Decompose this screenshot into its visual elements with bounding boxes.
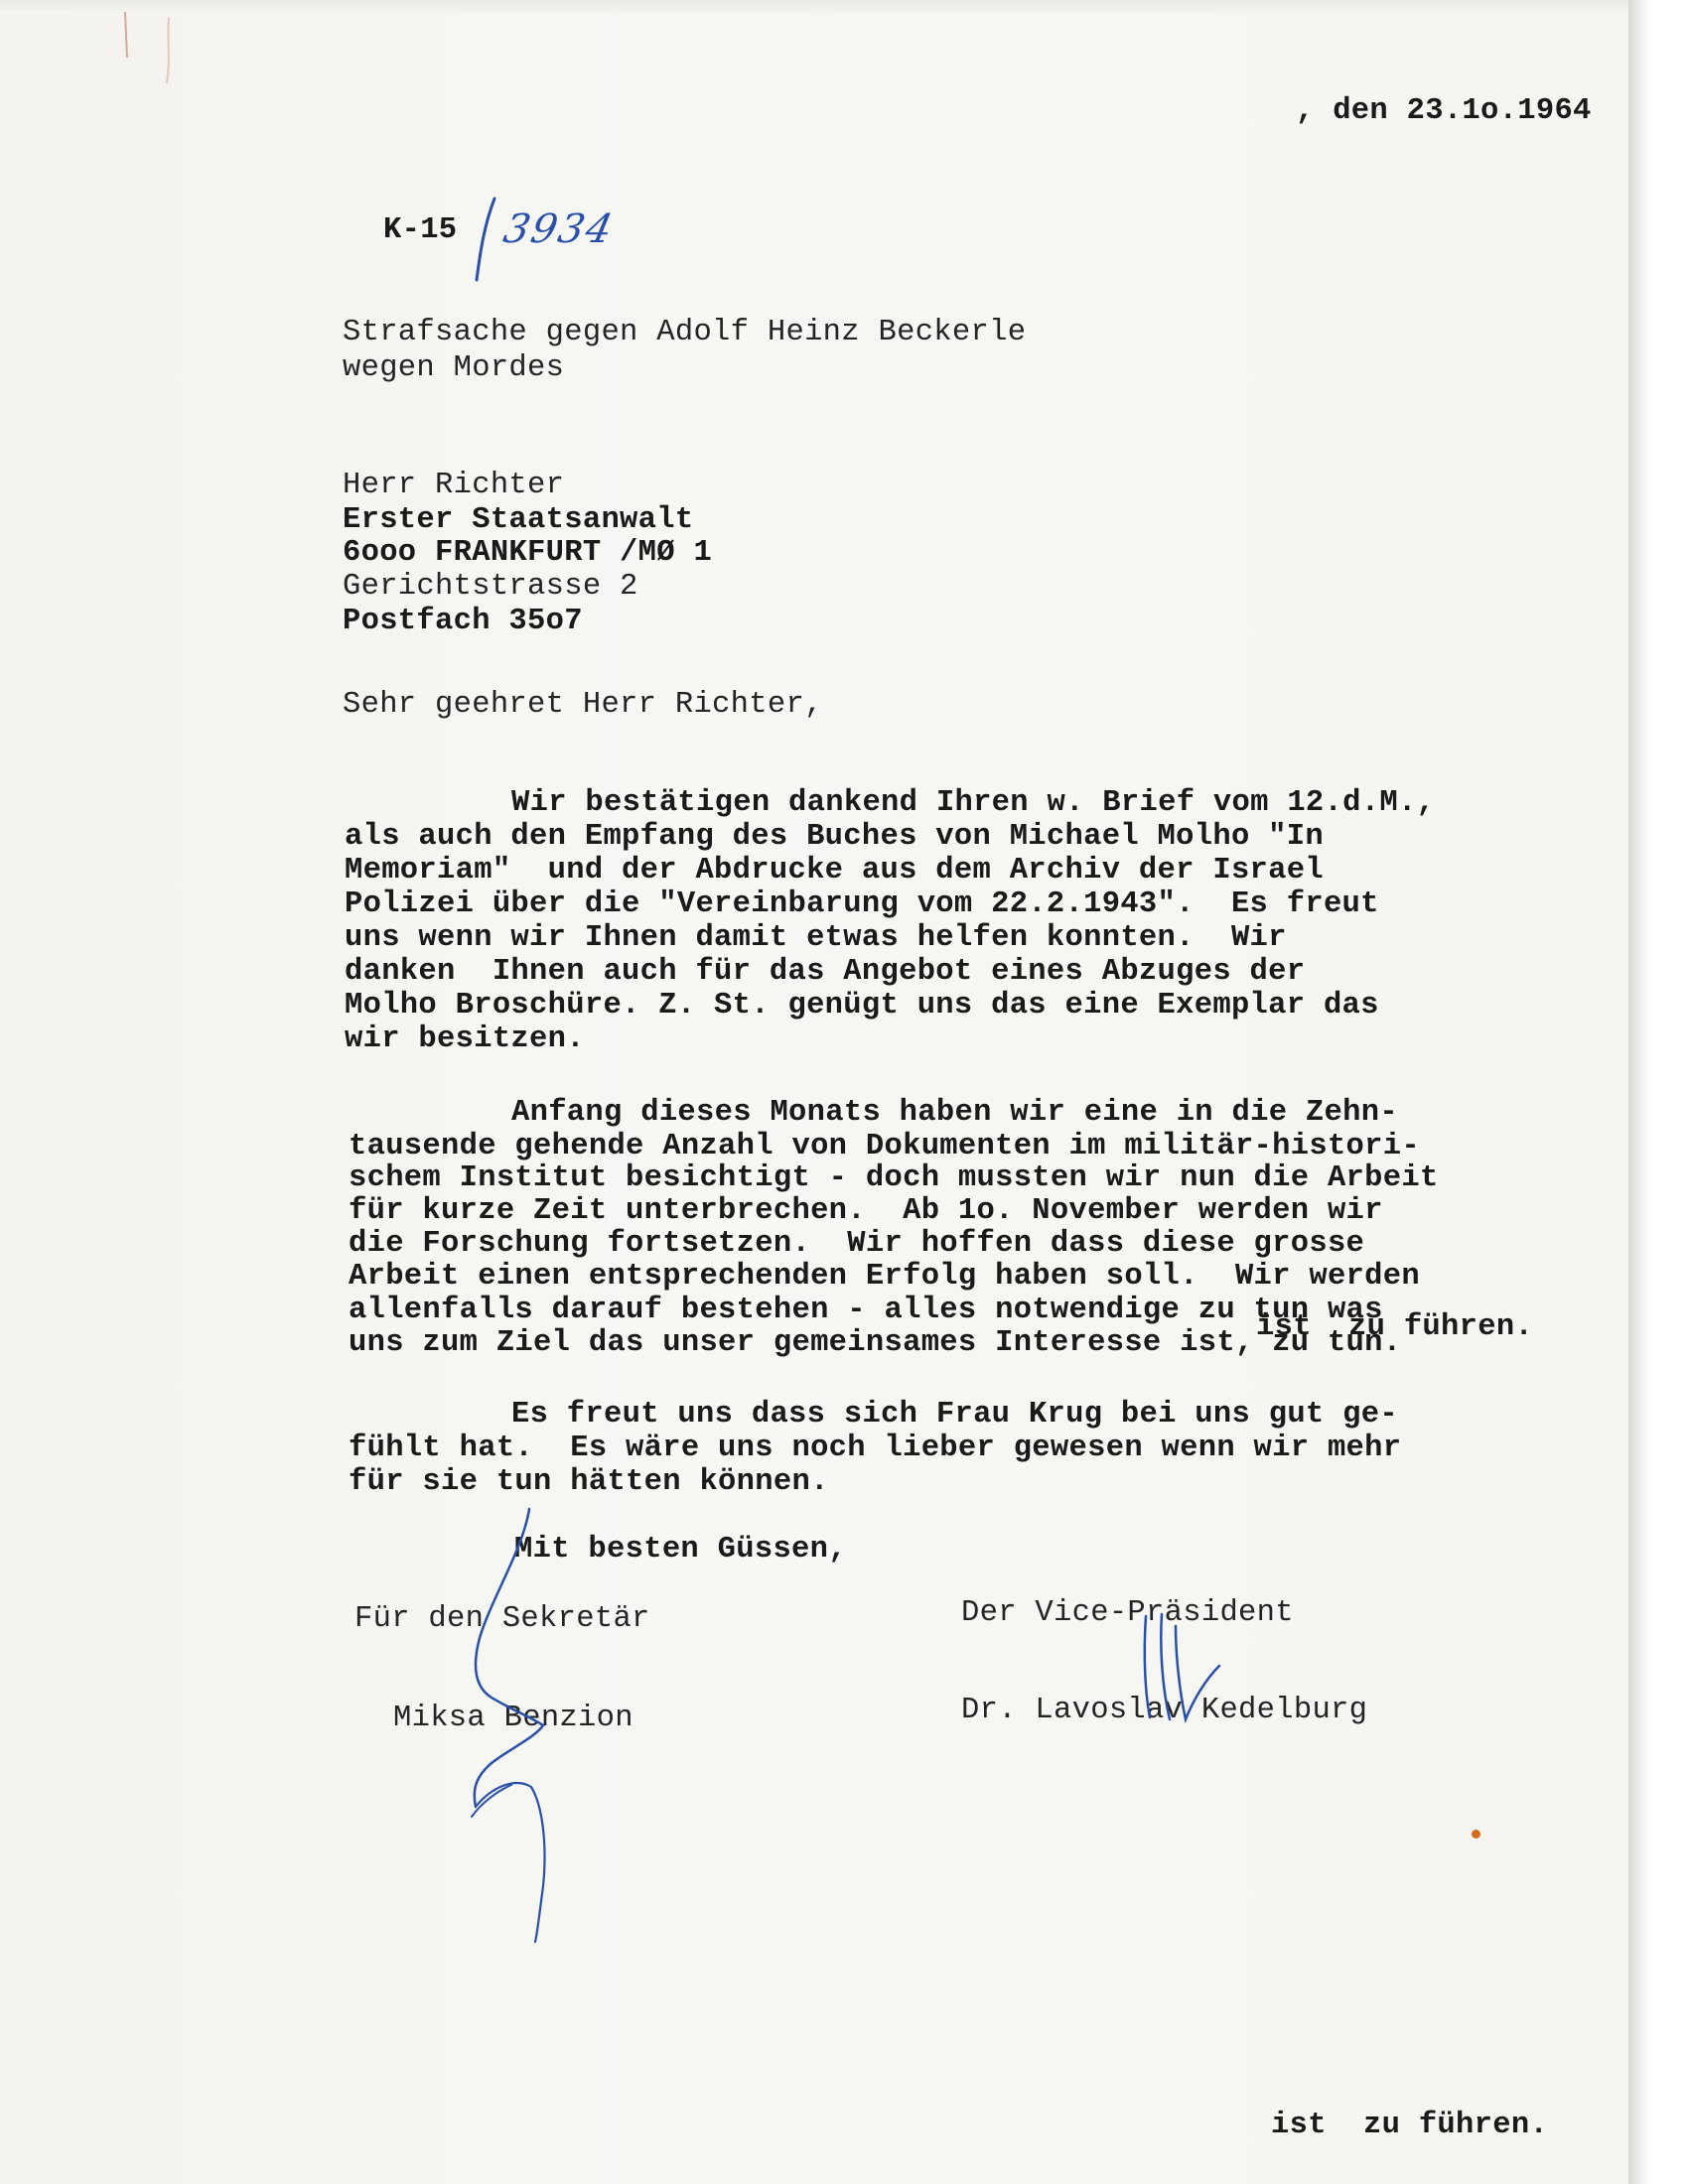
signature-right-icon [1132,1596,1231,1735]
reference-prefix: K-15 [383,213,458,247]
paragraph-line: Anfang dieses Monats haben wir eine in die Zehn- [511,1096,1398,1130]
address-line-1: Herr Richter [343,469,565,502]
paragraph-line: Memoriam" und der Abdrucke aus dem Archiv der Israel [345,854,1324,887]
address-line-5: Postfach 35o7 [343,605,583,638]
salutation: Sehr geehret Herr Richter, [343,688,823,722]
paragraph-line: als auch den Empfang des Buches von Michael Molho "In [345,820,1324,854]
paragraph-line: uns wenn wir Ihnen damit etwas helfen konnten. Wir [345,921,1287,955]
paragraph-line: Polizei über die "Vereinbarung vom 22.2.1943". Es freut [345,887,1379,921]
right-signatory-name: Dr. Lavoslav Kedelburg [961,1694,1368,1727]
page-top-edge [0,0,1688,14]
paragraph-line: fühlt hat. Es wäre uns noch lieber gewesen wenn wir mehr [349,1432,1402,1465]
signature-left-icon [432,1489,581,1946]
closing-line: Mit besten Güssen, [514,1533,847,1567]
right-signatory-title: Der Vice-Präsident [961,1596,1294,1630]
subject-line-2: wegen Mordes [343,351,565,385]
paragraph-line: für sie tun hätten können. [349,1465,829,1499]
subject-line-1: Strafsache gegen Adolf Heinz Beckerle [343,316,1027,349]
address-line-2: Erster Staatsanwalt [343,503,694,537]
footer-note: ist zu führen. [1271,2109,1549,2142]
paragraph-line: allenfalls darauf bestehen - alles notwendige zu tun was [349,1294,1383,1327]
letter-date: , den 23.1o.1964 [1296,94,1592,128]
left-signatory-name: Miksa Benzion [393,1702,633,1735]
paragraph-line: tausende gehende Anzahl von Dokumenten im militär-histori- [349,1130,1420,1163]
paragraph-line: Arbeit einen entsprechenden Erfolg haben soll. Wir werden [349,1260,1420,1294]
paragraph-line: danken Ihnen auch für das Angebot eines Abzuges der [345,955,1306,989]
paragraph-line: Es freut uns dass sich Frau Krug bei uns gut ge- [511,1398,1398,1432]
handwritten-reference-slash-icon [467,195,506,284]
left-signatory-title: Für den Sekretär [354,1602,650,1636]
paragraph-line: schem Institut besichtigt - doch mussten wir nun die Arbeit [349,1161,1439,1195]
page-right-edge [1628,0,1688,2184]
paragraph-line: die Forschung fortsetzen. Wir hoffen dass diese grosse [349,1227,1365,1261]
handwritten-reference-number: 3934 [499,206,619,252]
address-line-4: Gerichtstrasse 2 [343,570,638,604]
address-line-3: 6ooo FRANKFURT /MØ 1 [343,536,713,570]
paragraph-line: Wir bestätigen dankend Ihren w. Brief vom 12.d.M., [511,786,1436,820]
ink-spot [1472,1830,1480,1839]
punch-mark-icon [117,8,187,87]
paragraph-line: Molho Broschüre. Z. St. genügt uns das eine Exemplar das [345,989,1379,1023]
paragraph-line: wir besitzen. [345,1023,585,1056]
paragraph-line: uns zum Ziel das unser gemeinsames Interesse ist, zu tun. [349,1326,1402,1360]
paragraph-line: für kurze Zeit unterbrechen. Ab 1o. November werden wir [349,1194,1383,1228]
overtyped-fragment: ist zu führen. [1256,1310,1534,1344]
